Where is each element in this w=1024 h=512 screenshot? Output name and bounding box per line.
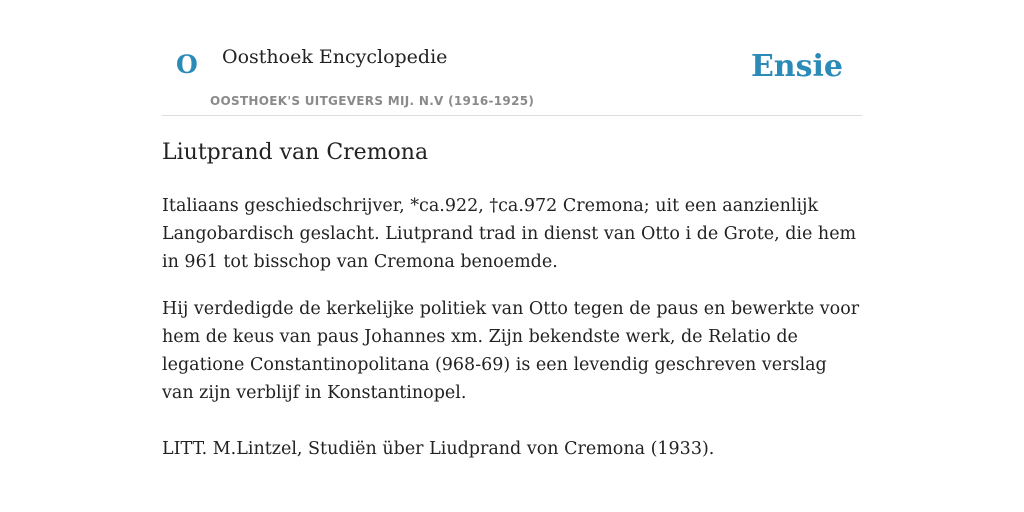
site-header xyxy=(162,0,862,116)
article-title: Liutprand van Cremona xyxy=(162,140,429,165)
publisher-label: OOSTHOEK'S UITGEVERS MIJ. N.V (1916-1925) xyxy=(210,94,535,108)
brand-logo[interactable]: Ensie xyxy=(750,49,843,84)
article-paragraph: Italiaans geschiedschrijver, *ca.922, †ca.972 Cremona; uit een aanzienlijk Langobardisch geslacht. Liutprand trad in dienst van Otto i de Grote, die hem in 961 tot bisschop van Cremona benoemde. xyxy=(162,196,857,272)
literature-reference: LITT. M.Lintzel, Studiën über Liudprand von Cremona (1933). xyxy=(162,439,715,459)
content-container xyxy=(162,0,862,459)
site-title[interactable]: Oosthoek Encyclopedie xyxy=(222,46,448,68)
site-logo[interactable]: O xyxy=(176,50,198,79)
article-paragraph: Hij verdedigde de kerkelijke politiek van Otto tegen de paus en bewerkte voor hem de keus van paus Johannes xm. Zijn bekendste werk, de Relatio de legatione Constantinopolitana (968-69) is een levendig geschreven verslag van zijn verblijf in Konstantinopel. xyxy=(162,299,860,403)
